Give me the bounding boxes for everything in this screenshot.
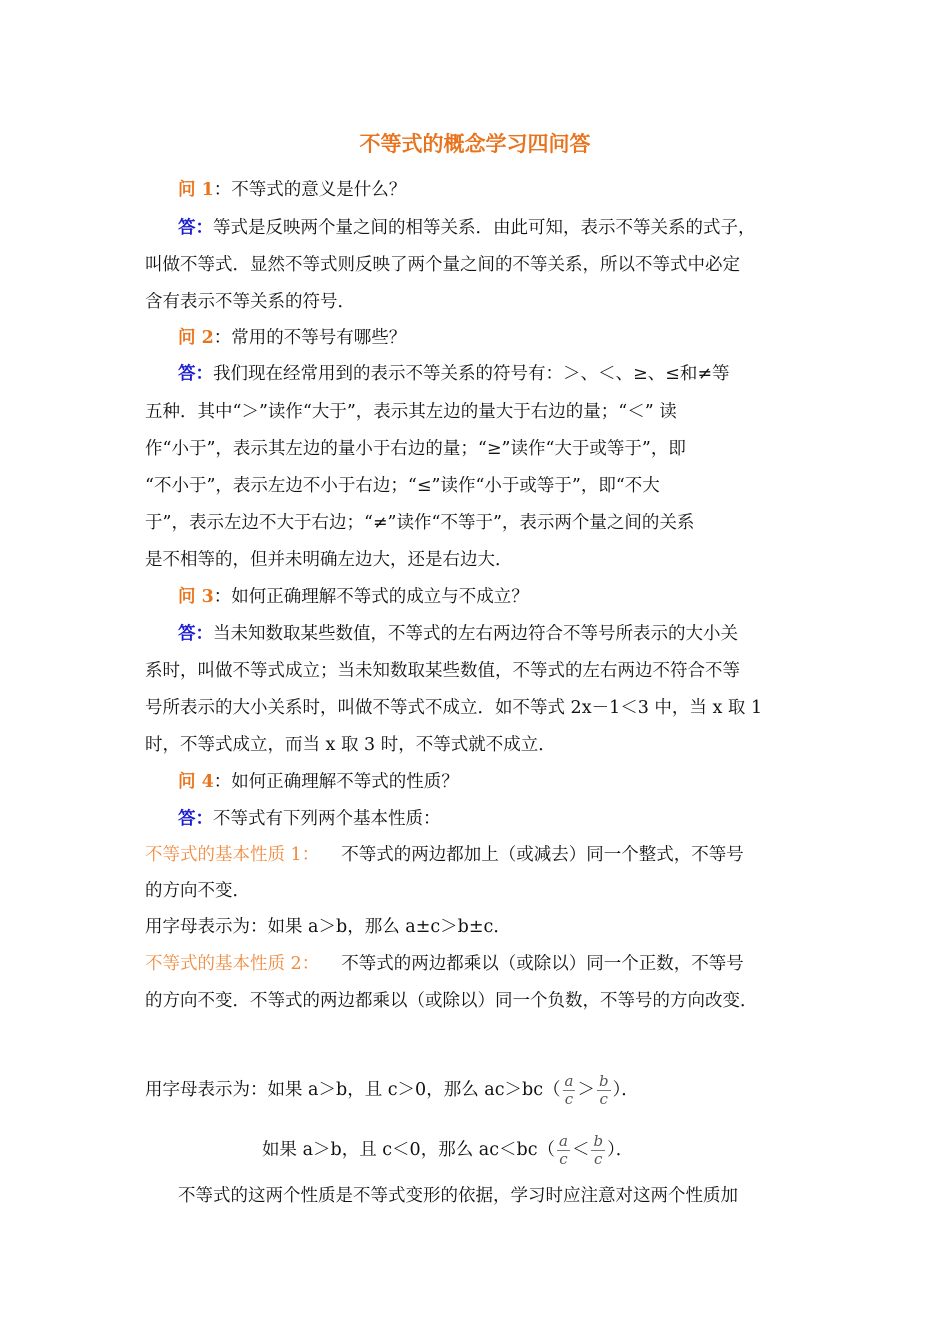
property-label: 不等式的基本性质 2： xyxy=(145,954,320,974)
property-1-formula: 用字母表示为：如果 a＞b，那么 a±c＞b±c． xyxy=(145,917,511,937)
question-2 xyxy=(178,326,406,350)
fraction xyxy=(591,1133,605,1168)
answer-text: 不等式有下列两个基本性质： xyxy=(213,809,441,829)
answer-2-line: 是不相等的，但并未明确左边大，还是右边大． xyxy=(145,550,513,570)
fraction xyxy=(563,1073,576,1108)
denominator: c xyxy=(559,1150,568,1168)
question-text: ：常用的不等号有哪些？ xyxy=(213,328,407,348)
operator: ＞ xyxy=(577,1080,595,1100)
question-text: ：如何正确理解不等式的成立与不成立？ xyxy=(213,587,529,607)
answer-1-line: 含有表示不等关系的符号． xyxy=(145,292,355,312)
answer-2-line: 于”，表示左边不大于右边；“≠”读作“不等于”，表示两个量之间的关系 xyxy=(145,513,695,533)
closing-paragraph: 不等式的这两个性质是不等式变形的依据，学习时应注意对这两个性质加 xyxy=(178,1186,738,1206)
answer-2-line: 五种．其中“＞”读作“大于”，表示其左边的量大于右边的量；“＜” 读 xyxy=(145,402,677,422)
formula-close: ）． xyxy=(612,1080,639,1100)
property-label: 不等式的基本性质 1： xyxy=(145,845,320,865)
answer-2-line: “不小于”，表示左边不小于右边；“≤”读作“小于或等于”，即“不大 xyxy=(145,476,660,496)
answer-4-line xyxy=(178,807,441,831)
property-text: 不等式的两边都加上（或减去）同一个整式，不等号 xyxy=(341,845,744,865)
question-label: 问 1 xyxy=(178,180,214,200)
answer-3-line xyxy=(178,622,738,646)
denominator: c xyxy=(599,1090,608,1108)
property-2-formula-2 xyxy=(262,1133,633,1168)
question-text: ：不等式的意义是什么？ xyxy=(213,180,407,200)
answer-label: 答： xyxy=(178,218,213,238)
denominator: c xyxy=(564,1090,574,1108)
answer-3-line: 系时，叫做不等式成立；当未知数取某些数值，不等式的左右两边不符合不等 xyxy=(145,661,740,681)
answer-3-line: 号所表示的大小关系时，叫做不等式不成立．如不等式 2x－1＜3 中，当 x 取 1 xyxy=(145,698,763,718)
answer-1-line xyxy=(178,216,756,240)
answer-3-line: 时，不等式成立，而当 x 取 3 时，不等式就不成立． xyxy=(145,735,556,755)
formula-text: 用字母表示为：如果 a＞b，且 c＞0，那么 ac＞bc（ xyxy=(145,1080,561,1100)
answer-label: 答： xyxy=(178,624,213,644)
answer-text: 我们现在经常用到的表示不等关系的符号有：＞、＜、≥、≤和≠等 xyxy=(213,364,730,384)
property-2 xyxy=(145,952,744,976)
question-label: 问 2 xyxy=(178,328,214,348)
operator: ＜ xyxy=(571,1140,590,1160)
property-2-formula-1 xyxy=(145,1073,639,1108)
formula-text: 如果 a＞b，且 c＜0，那么 ac＜bc（ xyxy=(262,1140,555,1160)
numerator: a xyxy=(559,1132,568,1150)
fraction xyxy=(557,1133,570,1168)
numerator: b xyxy=(593,1132,604,1150)
fraction xyxy=(597,1073,611,1108)
property-2-line: 的方向不变．不等式的两边都乘以（或除以）同一个负数，不等号的方向改变． xyxy=(145,991,758,1011)
answer-label: 答： xyxy=(178,809,213,829)
formula-close: ）． xyxy=(607,1140,634,1160)
answer-1-line: 叫做不等式．显然不等式则反映了两个量之间的不等关系，所以不等式中必定 xyxy=(145,255,740,275)
property-1-line: 的方向不变． xyxy=(145,881,250,901)
question-text: ：如何正确理解不等式的性质？ xyxy=(213,772,459,792)
numerator: b xyxy=(598,1072,609,1090)
question-label: 问 3 xyxy=(178,587,214,607)
question-4 xyxy=(178,770,459,794)
property-text: 不等式的两边都乘以（或除以）同一个正数，不等号 xyxy=(341,954,744,974)
answer-2-line: 作“小于”，表示其左边的量小于右边的量；“≥”读作“大于或等于”，即 xyxy=(145,439,686,459)
answer-2-line xyxy=(178,362,730,386)
property-1 xyxy=(145,843,744,867)
answer-label: 答： xyxy=(178,364,213,384)
page-title: 不等式的概念学习四问答 xyxy=(359,132,591,156)
denominator: c xyxy=(594,1150,603,1168)
question-3 xyxy=(178,585,529,609)
answer-text: 等式是反映两个量之间的相等关系．由此可知，表示不等关系的式子， xyxy=(213,218,756,238)
question-label: 问 4 xyxy=(178,772,214,792)
answer-text: 当未知数取某些数值，不等式的左右两边符合不等号所表示的大小关 xyxy=(213,624,738,644)
question-1 xyxy=(178,178,406,202)
numerator: a xyxy=(564,1072,574,1090)
